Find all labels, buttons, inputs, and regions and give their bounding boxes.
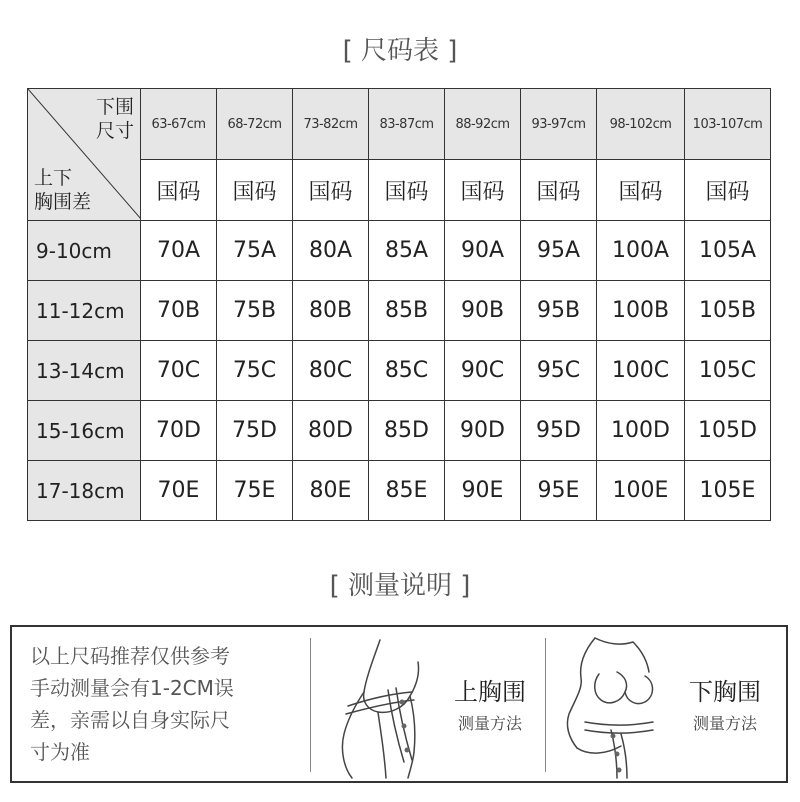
size-cell: 85D (369, 401, 445, 461)
size-cell: 85C (369, 341, 445, 401)
table-row (28, 281, 771, 341)
underbust-range: 93-97cm (521, 89, 597, 160)
size-cell: 95B (521, 281, 597, 341)
size-cell: 105D (685, 401, 771, 461)
upper-bust-illustration (318, 630, 438, 780)
size-cell: 95C (521, 341, 597, 401)
size-cell: 75D (217, 401, 293, 461)
table-row (28, 221, 771, 281)
size-cell: 80D (293, 401, 369, 461)
bust-difference-cell: 11-12cm (28, 281, 141, 341)
size-cell: 105E (685, 461, 771, 521)
size-cell: 80A (293, 221, 369, 281)
table-corner-header (28, 89, 141, 221)
size-type-label: 国码 (597, 160, 685, 221)
size-cell: 90B (445, 281, 521, 341)
bust-difference-cell: 15-16cm (28, 401, 141, 461)
divider (310, 638, 311, 772)
size-cell: 70E (141, 461, 217, 521)
size-cell: 85E (369, 461, 445, 521)
size-cell: 80B (293, 281, 369, 341)
bust-difference-cell: 13-14cm (28, 341, 141, 401)
size-cell: 70A (141, 221, 217, 281)
size-cell: 100B (597, 281, 685, 341)
size-cell: 90E (445, 461, 521, 521)
size-cell: 100E (597, 461, 685, 521)
measurement-title: [ 测量说明 ] (329, 571, 471, 601)
size-type-label: 国码 (141, 160, 217, 221)
size-cell: 75C (217, 341, 293, 401)
size-cell: 100A (597, 221, 685, 281)
underbust-range: 88-92cm (445, 89, 521, 160)
size-cell: 75E (217, 461, 293, 521)
size-cell: 100C (597, 341, 685, 401)
lower-bust-label: 下胸围 测量方法 (689, 678, 761, 733)
size-cell: 70B (141, 281, 217, 341)
size-cell: 105A (685, 221, 771, 281)
size-table (27, 88, 771, 521)
underbust-range: 68-72cm (217, 89, 293, 160)
size-cell: 100D (597, 401, 685, 461)
table-row (28, 461, 771, 521)
size-cell: 75B (217, 281, 293, 341)
underbust-range: 103-107cm (685, 89, 771, 160)
size-chart-title: [ 尺码表 ] (342, 36, 458, 66)
size-cell: 90D (445, 401, 521, 461)
size-cell: 80E (293, 461, 369, 521)
bust-difference-cell: 9-10cm (28, 221, 141, 281)
measurement-note: 以上尺码推荐仅供参考 手动测量会有1-2CM误 差，亲需以自身实际尺 寸为准 (30, 644, 234, 764)
size-cell: 85B (369, 281, 445, 341)
lower-bust-illustration (555, 630, 675, 780)
table-row (28, 401, 771, 461)
corner-bust-diff-label: 上下 胸围差 (34, 167, 92, 213)
table-row (28, 341, 771, 401)
size-type-label: 国码 (685, 160, 771, 221)
underbust-range: 73-82cm (293, 89, 369, 160)
underbust-range: 63-67cm (141, 89, 217, 160)
size-cell: 105B (685, 281, 771, 341)
size-type-label: 国码 (217, 160, 293, 221)
divider (545, 638, 546, 772)
size-type-label: 国码 (369, 160, 445, 221)
size-cell: 70C (141, 341, 217, 401)
corner-underbust-label: 下围 尺寸 (95, 96, 134, 142)
size-cell: 90A (445, 221, 521, 281)
size-cell: 75A (217, 221, 293, 281)
size-cell: 90C (445, 341, 521, 401)
size-cell: 95A (521, 221, 597, 281)
size-type-label: 国码 (521, 160, 597, 221)
size-type-label: 国码 (445, 160, 521, 221)
underbust-range: 98-102cm (597, 89, 685, 160)
size-cell: 95E (521, 461, 597, 521)
size-cell: 85A (369, 221, 445, 281)
upper-bust-label: 上胸围 测量方法 (454, 678, 526, 733)
underbust-range: 83-87cm (369, 89, 445, 160)
size-cell: 70D (141, 401, 217, 461)
size-type-label: 国码 (293, 160, 369, 221)
size-cell: 80C (293, 341, 369, 401)
bust-difference-cell: 17-18cm (28, 461, 141, 521)
size-cell: 105C (685, 341, 771, 401)
size-cell: 95D (521, 401, 597, 461)
